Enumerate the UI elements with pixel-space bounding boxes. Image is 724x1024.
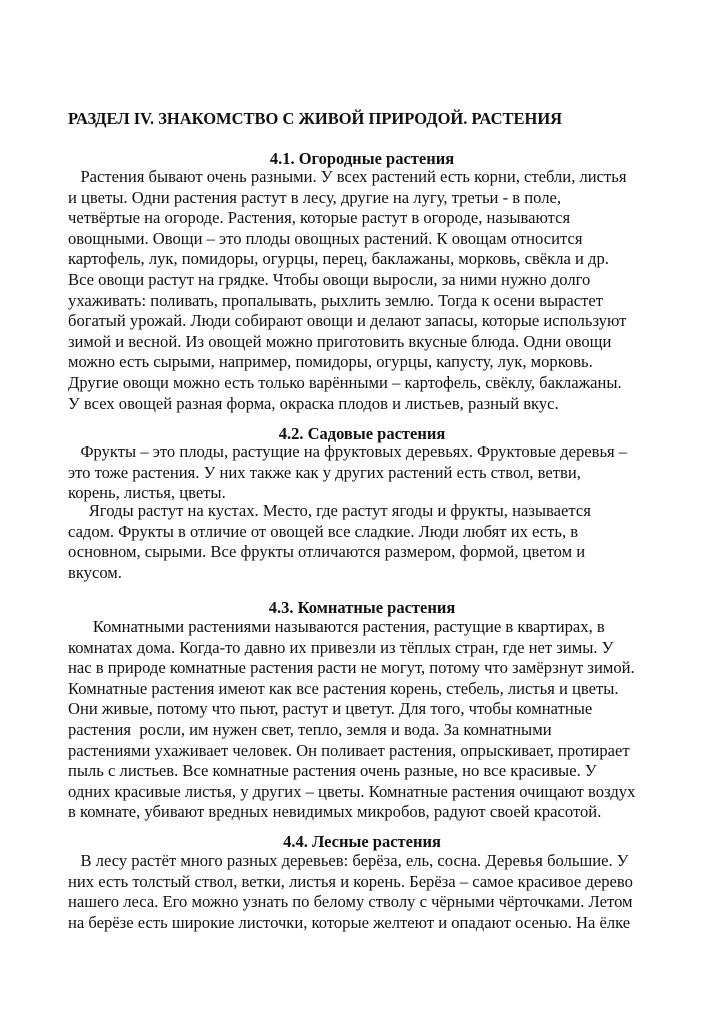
text-line: нашего леса. Его можно узнать по белому стволу с чёрными чёрточками. Летом — [68, 892, 633, 912]
text-line: Ягоды растут на кустах. Место, где растут ягоды и фрукты, называется — [68, 501, 591, 520]
section-4-3-paragraph — [68, 617, 658, 823]
text-line: Растения бывают очень разными. У всех растений есть корни, стебли, листья — [68, 167, 627, 186]
text-line: одних красивые листья, у других – цветы. Комнатные растения очищают воздух — [68, 781, 636, 801]
text-line: четвёртые на огороде. Растения, которые растут в огороде, называются — [68, 208, 571, 228]
text-line: корень, листья, цветы. — [68, 483, 226, 503]
text-line: В лесу растёт много разных деревьев: берёза, ель, сосна. Деревья большие. У — [68, 851, 629, 870]
section-4-2-paragraph-1 — [68, 442, 658, 504]
text-line: комнатах дома. Когда-то давно их привезли из тёплых стран, где нет зимы. У — [68, 637, 614, 657]
text-line: овощными. Овощи – это плоды овощных растений. К овощам относится — [68, 228, 583, 248]
text-line: зимой и весной. Из овощей можно приготовить вкусные блюда. Одни овощи — [68, 331, 612, 351]
section-4-2-paragraph-2 — [68, 501, 658, 583]
section-4-4-paragraph — [68, 851, 658, 933]
text-line: У всех овощей разная форма, окраска плодов и листьев, разный вкус. — [68, 393, 559, 413]
text-line: ухаживать: поливать, пропалывать, рыхлить землю. Тогда к осени вырастет — [68, 290, 603, 310]
document-title: РАЗДЕЛ IV. ЗНАКОМСТВО С ЖИВОЙ ПРИРОДОЙ. РАСТЕНИЯ — [68, 109, 563, 128]
text-line: богатый урожай. Люди собирают овощи и делают запасы, которые используют — [68, 311, 627, 331]
text-line: Все овощи растут на грядке. Чтобы овощи выросли, за ними нужно долго — [68, 269, 591, 289]
text-line: садом. Фрукты в отличие от овощей все сладкие. Люди любят их есть, в — [68, 521, 579, 541]
text-line: можно есть сырыми, например, помидоры, огурцы, капусту, лук, морковь. — [68, 352, 593, 372]
text-line: на берёзе есть широкие листочки, которые желтеют и опадают осенью. На ёлке — [68, 912, 631, 932]
text-line: Комнатные растения имеют как все растения корень, стебель, листья и цветы. — [68, 678, 619, 698]
section-heading-4-1: 4.1. Огородные растения — [269, 149, 455, 168]
text-line: растения росли, им нужен свет, тепло, земля и вода. За комнатными — [68, 719, 552, 739]
section-heading-4-3: 4.3. Комнатные растения — [268, 598, 456, 617]
text-line: растениями ухаживает человек. Он поливает растения, опрыскивает, протирает — [68, 740, 630, 760]
text-line: Фрукты – это плоды, растущие на фруктовых деревьях. Фруктовые деревья – — [68, 442, 628, 461]
text-line: пыль с листьев. Все комнатные растения очень разные, но все красивые. У — [68, 761, 597, 781]
text-line: в комнате, убивают вредных невидимых микробов, радуют своей красотой. — [68, 802, 602, 822]
section-4-1-paragraph — [68, 167, 658, 414]
text-line: нас в природе комнатные растения расти не могут, потому что замёрзнут зимой. — [68, 658, 635, 678]
text-line: картофель, лук, помидоры, огурцы, перец, баклажаны, морковь, свёкла и др. — [68, 249, 609, 269]
text-line: Другие овощи можно есть только варёнными – картофель, свёклу, баклажаны. — [68, 372, 622, 392]
text-line: Они живые, потому что пьют, растут и цветут. Для того, чтобы комнатные — [68, 699, 593, 719]
section-heading-4-4: 4.4. Лесные растения — [283, 832, 441, 851]
text-line: них есть толстый ствол, ветки, листья и корень. Берёза – самое красивое дерево — [68, 871, 633, 891]
text-line: вкусом. — [68, 562, 122, 582]
text-line: основном, сырыми. Все фрукты отличаются размером, формой, цветом и — [68, 542, 586, 562]
text-line: и цветы. Одни растения растут в лесу, другие на лугу, третьи - в поле, — [68, 187, 561, 207]
section-heading-4-2: 4.2. Садовые растения — [278, 424, 446, 443]
text-line: это тоже растения. У них также как у других растений есть ствол, ветви, — [68, 462, 581, 482]
text-line: Комнатными растениями называются растения, растущие в квартирах, в — [68, 617, 605, 636]
